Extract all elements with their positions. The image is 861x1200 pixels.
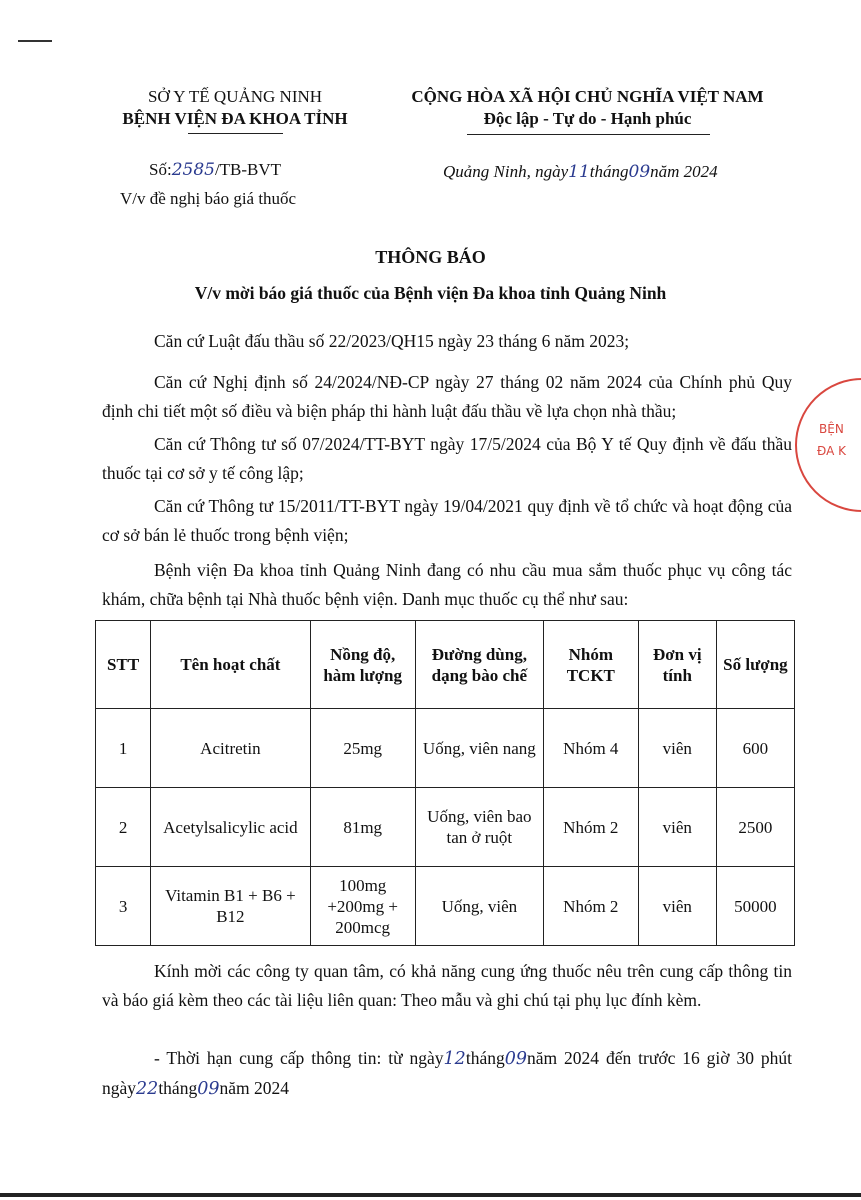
header-concentration: Nồng độ, hàm lượng bbox=[310, 621, 415, 709]
doc-number bbox=[149, 160, 281, 180]
header-group: Nhóm TCKT bbox=[543, 621, 638, 709]
deadline-text-3: năm 2024 đến trước 16 giờ 30 phút ngày bbox=[102, 1048, 792, 1098]
org-header bbox=[85, 86, 385, 130]
deadline-from-month: 09 bbox=[504, 1049, 527, 1069]
cell-quantity: 2500 bbox=[716, 788, 794, 867]
cell-quantity: 50000 bbox=[716, 867, 794, 946]
paragraph-legal-1: Căn cứ Luật đấu thầu số 22/2023/QH15 ngày 23 tháng 6 năm 2023; bbox=[154, 331, 630, 351]
deadline-text-5: năm 2024 bbox=[219, 1078, 289, 1098]
deadline-to-month: 09 bbox=[197, 1079, 220, 1099]
deadline-text-1: - Thời hạn cung cấp thông tin: từ ngày bbox=[154, 1048, 444, 1068]
paragraph-closing: Kính mời các công ty quan tâm, có khả năng cung ứng thuốc nêu trên cung cấp thông tin và báo giá kèm theo các tài liệu liên quan: Theo mẫu và ghi chú tại phụ lục đính kèm. bbox=[102, 961, 792, 1010]
cell-group: Nhóm 2 bbox=[543, 867, 638, 946]
subject-line: V/v đề nghị báo giá thuốc bbox=[120, 189, 297, 208]
deadline-to-day: 22 bbox=[136, 1079, 159, 1099]
cell-ingredient: Acetylsalicylic acid bbox=[151, 788, 310, 867]
cell-quantity: 600 bbox=[716, 709, 794, 788]
date-day: 11 bbox=[568, 162, 590, 182]
paragraph-deadline bbox=[102, 1044, 792, 1104]
table-row bbox=[96, 709, 795, 788]
date-year: năm 2024 bbox=[650, 162, 718, 181]
cell-unit: viên bbox=[638, 709, 716, 788]
cell-group: Nhóm 4 bbox=[543, 709, 638, 788]
cell-group: Nhóm 2 bbox=[543, 788, 638, 867]
cell-ingredient: Vitamin B1 + B6 + B12 bbox=[151, 867, 310, 946]
paragraph-request: Bệnh viện Đa khoa tỉnh Quảng Ninh đang có nhu cầu mua sắm thuốc phục vụ công tác khám, chữa bệnh tại Nhà thuốc bệnh viện. Danh mục thuốc cụ thể như sau: bbox=[102, 560, 792, 609]
cell-ingredient: Acitretin bbox=[151, 709, 310, 788]
deadline-text-2: tháng bbox=[465, 1048, 505, 1068]
official-stamp bbox=[795, 378, 861, 512]
paragraph-legal-3: Căn cứ Thông tư số 07/2024/TT-BYT ngày 17/5/2024 của Bộ Y tế Quy định về đấu thầu thuốc tại cơ sở y tế công lập; bbox=[102, 434, 792, 483]
motto: Độc lập - Tự do - Hạnh phúc bbox=[483, 109, 692, 128]
stamp-text-1: BỆN bbox=[819, 422, 844, 436]
motto-underline bbox=[467, 134, 710, 135]
stamp-text-2: ĐA K bbox=[817, 444, 846, 458]
paragraph-legal-4: Căn cứ Thông tư 15/2011/TT-BYT ngày 19/04/2021 quy định về tổ chức và hoạt động của cơ sở bán lẻ thuốc trong bệnh viện; bbox=[102, 496, 792, 545]
cell-route-form: Uống, viên bao tan ở ruột bbox=[415, 788, 543, 867]
doc-number-label: Số: bbox=[149, 160, 172, 179]
table-header-row bbox=[96, 621, 795, 709]
cell-stt: 1 bbox=[96, 709, 151, 788]
table-row bbox=[96, 788, 795, 867]
header-active-ingredient: Tên hoạt chất bbox=[151, 621, 310, 709]
cell-stt: 2 bbox=[96, 788, 151, 867]
org-underline bbox=[188, 133, 283, 134]
cell-route-form: Uống, viên bbox=[415, 867, 543, 946]
doc-number-suffix: /TB-BVT bbox=[214, 160, 282, 179]
doc-title: THÔNG BÁO bbox=[375, 247, 486, 267]
date-month: 09 bbox=[628, 162, 651, 182]
header-route-form: Đường dùng, dạng bào chế bbox=[415, 621, 543, 709]
paragraph-legal-2: Căn cứ Nghị định số 24/2024/NĐ-CP ngày 27 tháng 02 năm 2024 của Chính phủ Quy định chi tiết một số điều và biện pháp thi hành luật đấu thầu về lựa chọn nhà thầu; bbox=[102, 372, 792, 421]
country-header bbox=[380, 86, 795, 130]
cell-route-form: Uống, viên nang bbox=[415, 709, 543, 788]
cell-unit: viên bbox=[638, 788, 716, 867]
org-name: BỆNH VIỆN ĐA KHOA TỈNH bbox=[122, 109, 348, 128]
org-parent: SỞ Y TẾ QUẢNG NINH bbox=[147, 87, 323, 106]
cell-unit: viên bbox=[638, 867, 716, 946]
header-unit: Đơn vị tính bbox=[638, 621, 716, 709]
header-stt: STT bbox=[96, 621, 151, 709]
cell-concentration: 25mg bbox=[310, 709, 415, 788]
date-prefix: Quảng Ninh, ngày bbox=[443, 162, 569, 181]
scan-bottom-edge bbox=[0, 1193, 861, 1197]
doc-number-handwritten: 2585 bbox=[171, 160, 215, 180]
table-row bbox=[96, 867, 795, 946]
country-name: CỘNG HÒA XÃ HỘI CHỦ NGHĨA VIỆT NAM bbox=[411, 87, 764, 106]
cell-stt: 3 bbox=[96, 867, 151, 946]
deadline-from-day: 12 bbox=[443, 1049, 466, 1069]
date-month-label: tháng bbox=[589, 162, 629, 181]
drug-table bbox=[95, 620, 795, 946]
deadline-text-4: tháng bbox=[158, 1078, 198, 1098]
cell-concentration: 81mg bbox=[310, 788, 415, 867]
header-quantity: Số lượng bbox=[716, 621, 794, 709]
doc-subtitle: V/v mời báo giá thuốc của Bệnh viện Đa khoa tỉnh Quảng Ninh bbox=[194, 283, 667, 303]
issue-date bbox=[443, 162, 718, 182]
cell-concentration: 100mg +200mg + 200mcg bbox=[310, 867, 415, 946]
scan-mark bbox=[18, 40, 52, 42]
